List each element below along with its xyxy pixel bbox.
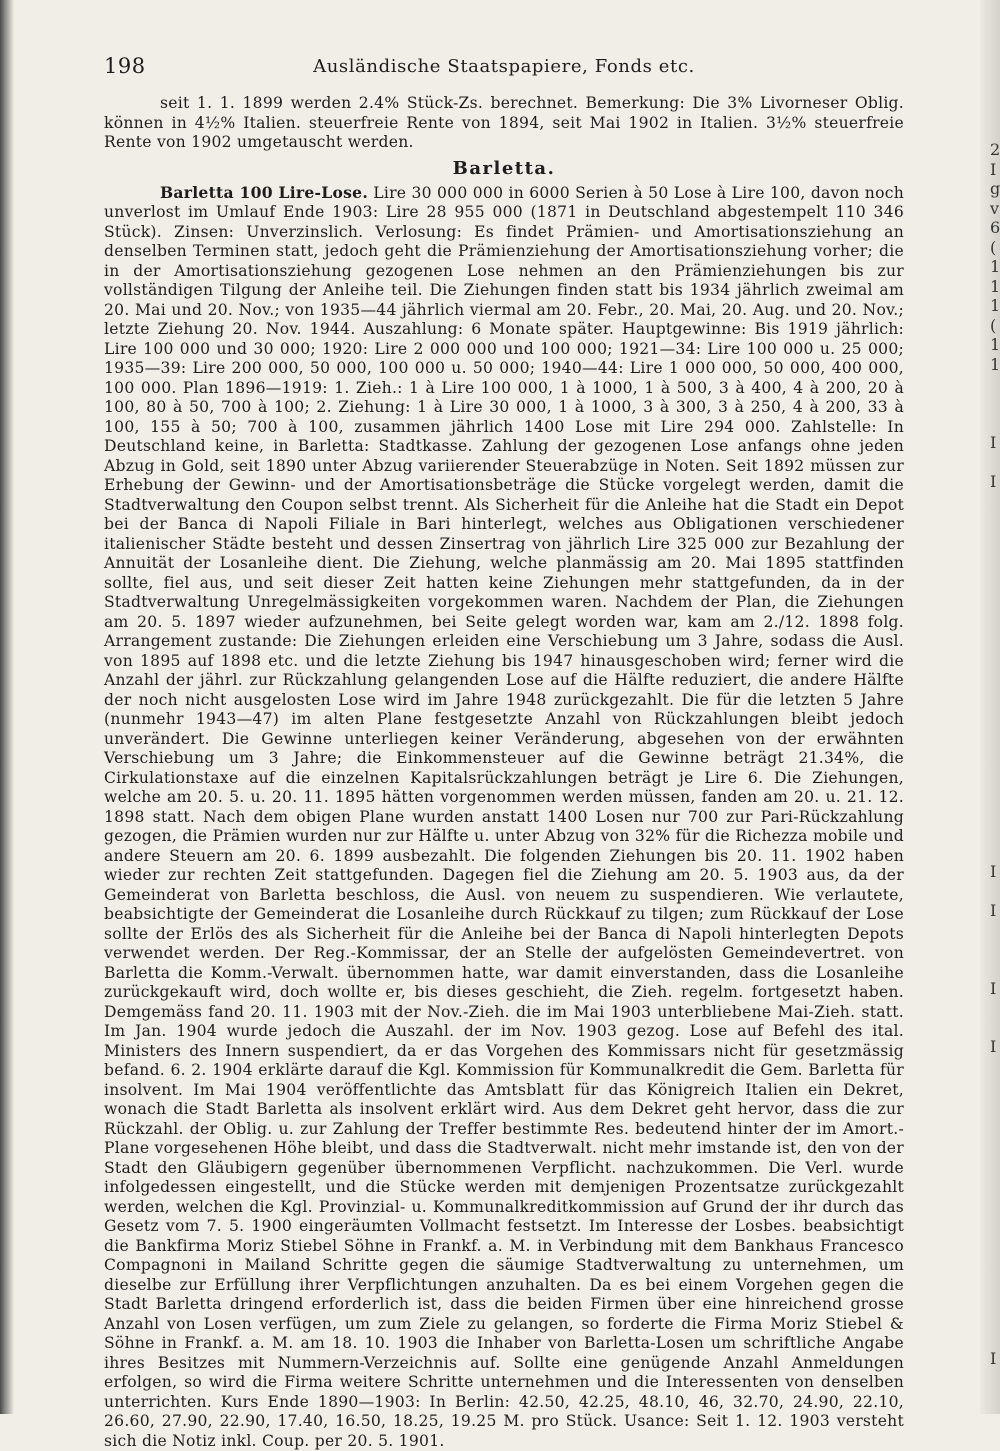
margin-char [990,725,1000,745]
margin-char [990,959,1000,979]
margin-char [990,1252,1000,1272]
margin-char: ( [990,316,1000,336]
intro-paragraph: seit 1. 1. 1899 werden 2.4% Stück-Zs. berechnet. Bemerkung: Die 3% Livorneser Oblig. können in 4½% Italien. steuerfreie Rente von 1894, seit Mai 1902 in Italien. 3½% steuerfreie Rente von 1902 umgetauscht werden. [104,94,904,153]
margin-char: I [990,472,1000,492]
margin-char [990,1115,1000,1135]
margin-char [990,1018,1000,1038]
margin-char [990,803,1000,823]
scan-shadow-left [0,0,14,1414]
margin-char [990,706,1000,726]
margin-char [990,920,1000,940]
margin-char [990,491,1000,511]
margin-char [990,569,1000,589]
margin-char: I [990,1037,1000,1057]
margin-char [990,1310,1000,1330]
margin-char [990,998,1000,1018]
margin-char [990,1232,1000,1252]
margin-char: I [990,979,1000,999]
margin-char: 2 [990,140,1000,160]
margin-char: 1 [990,257,1000,277]
margin-char [990,1330,1000,1350]
margin-char [990,1213,1000,1233]
margin-char [990,394,1000,414]
margin-char [990,1291,1000,1311]
section-heading: Barletta. [104,158,904,180]
margin-char: I [990,1349,1000,1369]
section-lead: Barletta 100 Lire-Lose. [160,183,368,202]
margin-char [990,530,1000,550]
margin-char [990,686,1000,706]
margin-char [990,842,1000,862]
margin-char: g [990,179,1000,199]
margin-char [990,511,1000,531]
margin-char: 6 [990,218,1000,238]
margin-char [990,1154,1000,1174]
margin-char: I [990,901,1000,921]
margin-char [990,1057,1000,1077]
margin-char [990,608,1000,628]
margin-char: ( [990,238,1000,258]
margin-char [990,667,1000,687]
section-paragraph [104,183,904,1451]
margin-char [990,550,1000,570]
margin-char: 1 [990,296,1000,316]
margin-char [990,628,1000,648]
margin-char [990,784,1000,804]
margin-char [990,1174,1000,1194]
margin-char [990,745,1000,765]
margin-char [990,940,1000,960]
margin-char [990,823,1000,843]
scan-edge-right [980,0,1000,1414]
margin-char [990,1135,1000,1155]
section-body: Lire 30 000 000 in 6000 Serien à 50 Lose à Lire 100, davon noch unverlost im Umlauf Ende 1903: Lire 28 955 000 (1871 in Deutschland abgestempelt 110 346 Stück). Zinsen: Unverzinslich. Verlosung: Es findet Prämien- und Amortisationsziehung an denselben Terminen statt, jedoch geht die Prämienziehung der Amortisationsziehung vorher; die in der Amortisationsziehung gezogenen Lose nehmen an den Prämienziehungen bis zur vollständigen Tilgung der Anleihe teil. Die Ziehungen finden statt bis 1934 jährlich zweimal am 20. Mai und 20. Nov.; von 1935—44 jährlich viermal am 20. Febr., 20. Mai, 20. Aug. und 20. Nov.; letzte Ziehung 20. Nov. 1944. Auszahlung: 6 Monate später. Hauptgewinne: Bis 1919 jährlich: Lire 100 000 und 30 000; 1920: Lire 2 000 000 und 100 000; 1921—34: Lire 100 000 u. 25 000; 1935—39: Lire 200 000, 50 000, 100 000 u. 50 000; 1940—44: Lire 1 000 000, 50 000, 400 000, 100 000. Plan 1896—1919: 1. Zieh.: 1 à Lire 100 000, 1 à 1000, 1 à 500, 3 à 400, 4 à 200, 20 à 100, 80 à 50, 700 à 100; 2. Ziehung: 1 à Lire 30 000, 1 à 1000, 3 à 300, 3 à 250, 4 à 200, 33 à 100, 155 à 50; 700 à 100, zusammen jährlich 1400 Lose mit Lire 294 000. Zahlstelle: In Deutschland keine, in Barletta: Stadtkasse. Zahlung der gezogenen Lose anfangs ohne jeden Abzug in Gold, seit 1890 unter Abzug variierender Steuerabzüge in Noten. Seit 1892 müssen zur Erhebung der Gewinn- und der Amortisationsbeträge die Stücke vorgelegt werden, damit die Stadtverwaltung den Coupon selbst trennt. Als Sicherheit für die Anleihe hat die Stadt ein Depot bei der Banca di Napoli Filiale in Bari hinterlegt, welches aus Obligationen verschiedener italienischer Städte besteht und dessen Zinsertrag von jährlich Lire 325 000 zur Bezahlung der Annuität der Losanleihe dient. Die Ziehung, welche planmässig am 20. Mai 1895 stattfinden sollte, fiel aus, und seit dieser Zeit hatten keine Ziehungen mehr stattgefunden, da in der Stadtverwaltung Unregelmässigkeiten vorgekommen waren. Nachdem der Plan, die Ziehungen am 20. 5. 1897 wieder aufzunehmen, bei Seite gelegt worden war, kam am 2./12. 1898 folg. Arrangement zustande: Die Ziehungen erleiden eine Verschiebung um 3 Jahre, sodass die Ausl. von 1895 auf 1898 etc. und die letzte Ziehung bis 1947 hinausgeschoben wird; ferner wird die Anzahl der jährl. zur Rückzahlung gelangenden Lose auf die Hälfte reduziert, die andere Hälfte der noch nicht ausgelosten Lose wird im Jahre 1948 zurückgezahlt. Die für die letzten 5 Jahre (nunmehr 1943—47) im alten Plane festgesetzte Anzahl von Rückzahlungen bleibt jedoch unverändert. Die Gewinne unterliegen keiner Veränderung, abgesehen von der erwähnten Verschiebung um 3 Jahre; die Einkommensteuer auf die Gewinne beträgt 21.34%, die Cirkulationstaxe auf die einzelnen Kapitalsrückzahlungen beträgt je Lire 6. Die Ziehungen, welche am 20. 5. u. 20. 11. 1895 hätten vorgenommen werden müssen, fanden am 20. u. 21. 12. 1898 statt. Nach dem obigen Plane wurden anstatt 1400 Losen nur 700 zur Pari-Rückzahlung gezogen, die Prämien wurden nur zur Hälfte u. unter Abzug von 32% für die Richezza mobile und andere Steuern am 20. 6. 1899 ausbezahlt. Die folgenden Ziehungen bis 20. 11. 1902 haben wieder zur rechten Zeit stattgefunden. Dagegen fiel die Ziehung am 20. 5. 1903 aus, da der Gemeinderat von Barletta beschloss, die Ausl. von neuem zu suspendieren. Wie verlautete, beabsichtigte der Gemeinderat die Losanleihe durch Rückkauf zu tilgen; zum Rückkauf der Lose sollte der Erlös des als Sicherheit für die Anleihe bei der Banca di Napoli hinterlegten Depots verwendet werden. Der Reg.-Kommissar, der an Stelle der aufgelösten Gemeindevertret. von Barletta die Komm.-Verwalt. übernommen hatte, war damit einverstanden, dass die Losanleihe zurückgekauft wird, doch wollte er, bis dieses geschieht, die Zieh. regelm. fortgesetzt haben. Demgemäss fand 20. 11. 1903 mit der Nov.-Zieh. die im Mai 1903 unterbliebene Mai-Zieh. statt. Im Jan. 1904 wurde jedoch die Auszahl. der im Nov. 1903 gezog. Lose auf Befehl des ital. Ministers des Innern suspendiert, da er das Vorgehen des Kommissars nicht für gesetzmässig befand. 6. 2. 1904 erklärte darauf die Kgl. Kommission für Kommunalkredit die Gem. Barletta für insolvent. Im Mai 1904 veröffentlichte das Amtsblatt für das Königreich Italien ein Dekret, wonach die Stadt Barletta als insolvent erklärt wird. Aus dem Dekret geht hervor, dass die zur Rückzahl. der Oblig. u. zur Zahlung der Treffer bestimmte Res. bedeutend hinter der im Amort.-Plane vorgesehenen Höhe bleibt, und dass die Stadtverwalt. nicht mehr imstande ist, den von der Stadt den Gläubigern gegenüber übernommenen Verpflicht. nachzukommen. Die Verl. wurde infolgedessen eingestellt, und die Stücke werden mit demjenigen Prozentsatze zurückgezahlt werden, welchen die Kgl. Provinzial- u. Kommunalkreditkommission auf Grund der ihr durch das Gesetz vom 7. 5. 1900 eingeräumten Vollmacht festsetzt. Im Interesse der Losbes. beabsichtigt die Bankfirma Moriz Stiebel Söhne in Frankf. a. M. in Verbindung mit dem Bankhaus Francesco Compagnoni in Mailand Schritte gegen die säumige Stadtverwaltung zu unternehmen, um dieselbe zur Erfüllung ihrer Verpflichtungen anzuhalten. Da es bei einem Vorgehen gegen die Stadt Barletta dringend erforderlich ist, dass die beiden Firmen über eine hinreichend grosse Anzahl von Losen verfügen, um zum Ziele zu gelangen, so forderte die Firma Moriz Stiebel & Söhne in Frankf. a. M. am 18. 10. 1903 die Inhaber von Barletta-Losen um schriftliche Angabe ihres Besitzes mit Nummern-Verzeichnis auf. Sollte eine genügende Anzahl Anmeldungen erfolgen, so wird die Firma weitere Schritte unternehmen und die Interessenten von denselben unterrichten. Kurs Ende 1890—1903: In Berlin: 42.50, 42.25, 48.10, 46, 32.70, 24.90, 22.10, 26.60, 27.90, 22.90, 17.40, 16.50, 18.25, 19.25 M. pro Stück. Usance: Seit 1. 12. 1903 versteht sich die Notiz inkl. Coup. per 20. 5. 1901. [104,184,904,1450]
running-title: Ausländische Staatspapiere, Fonds etc. [104,56,904,77]
margin-char [990,413,1000,433]
margin-char: 1 [990,277,1000,297]
margin-char [990,452,1000,472]
margin-char [990,589,1000,609]
margin-char [990,1076,1000,1096]
margin-char [990,1193,1000,1213]
margin-char: I [990,862,1000,882]
margin-char [990,374,1000,394]
page-header [104,54,904,84]
margin-char: I [990,160,1000,180]
margin-char [990,647,1000,667]
margin-char [990,1271,1000,1291]
margin-char [990,881,1000,901]
page-number: 198 [104,54,146,78]
margin-char: 1 [990,355,1000,375]
margin-char: 1 [990,335,1000,355]
margin-char: I [990,433,1000,453]
page-body [104,94,904,1451]
margin-char [990,1096,1000,1116]
margin-char [990,764,1000,784]
margin-char: v [990,199,1000,219]
adjacent-page-margin-fragment [990,140,1000,1369]
